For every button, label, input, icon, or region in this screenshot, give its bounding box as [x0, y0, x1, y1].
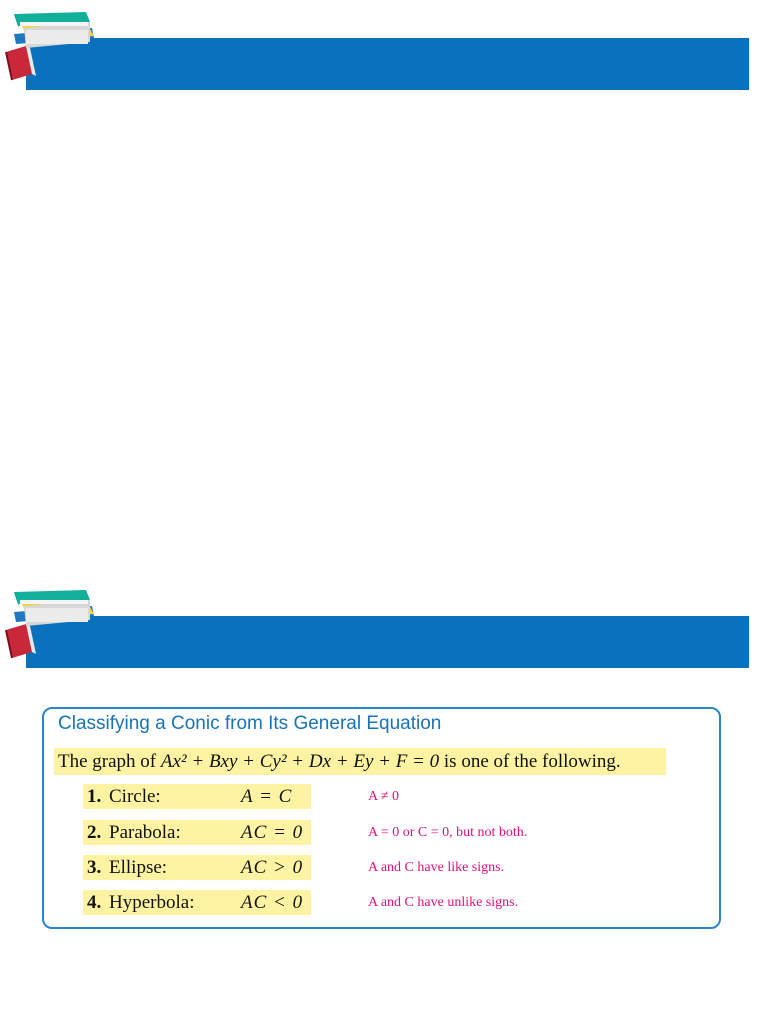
- row-number: 1.: [87, 786, 102, 807]
- book-stack-icon: [2, 8, 98, 88]
- top-banner: [0, 0, 768, 100]
- middle-banner-bar: [26, 616, 749, 668]
- conic-condition: AC > 0: [241, 857, 304, 878]
- conic-row-parabola: [83, 820, 311, 845]
- conic-condition: AC = 0: [241, 822, 304, 843]
- top-banner-bar: [26, 38, 749, 90]
- conic-row-ellipse: [83, 855, 311, 880]
- general-equation: Ax² + Bxy + Cy² + Dx + Ey + F = 0: [160, 751, 440, 772]
- conic-row-hyperbola: [83, 890, 311, 915]
- conic-row-circle: [83, 784, 311, 809]
- middle-banner: [0, 578, 768, 678]
- conic-note: A = 0 or C = 0, but not both.: [368, 825, 528, 840]
- intro-after: is one of the following.: [439, 751, 621, 772]
- general-equation-line: [54, 748, 666, 775]
- definition-title: Classifying a Conic from Its General Equation: [58, 713, 442, 734]
- conic-note: A and C have unlike signs.: [368, 895, 519, 910]
- intro-before: The graph of: [58, 751, 161, 772]
- definition-box: [42, 707, 721, 929]
- row-number: 4.: [87, 892, 102, 913]
- row-number: 3.: [87, 857, 102, 878]
- conic-name: Ellipse:: [109, 857, 168, 878]
- conic-name: Circle:: [109, 786, 161, 807]
- conic-condition: A = C: [241, 786, 293, 807]
- conic-name: Parabola:: [109, 822, 181, 843]
- conic-note: A ≠ 0: [368, 789, 400, 804]
- conic-condition: AC < 0: [241, 892, 304, 913]
- row-number: 2.: [87, 822, 102, 843]
- conic-name: Hyperbola:: [109, 892, 195, 913]
- book-stack-icon: [2, 586, 98, 666]
- conic-note: A and C have like signs.: [368, 860, 505, 875]
